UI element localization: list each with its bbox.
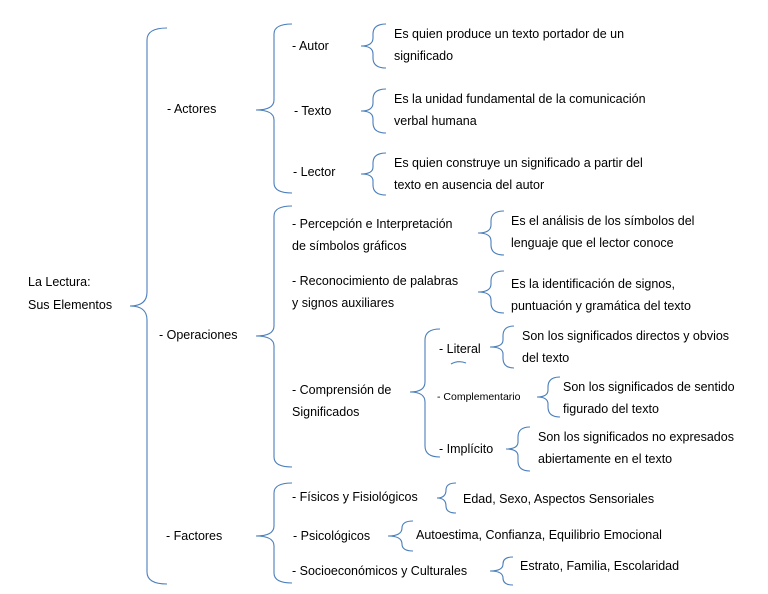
autor-desc-line1: Es quien produce un texto portador de un	[394, 27, 625, 41]
reconocimiento-desc-line1: Es la identificación de signos,	[511, 277, 675, 291]
brace-fisicos	[437, 483, 456, 513]
implicito-label: - Implícito	[439, 442, 494, 456]
psicologicos-desc: Autoestima, Confianza, Equilibrio Emocional	[416, 528, 662, 542]
lector-desc-line2: texto en ausencia del autor	[394, 178, 545, 192]
brace-main	[130, 28, 167, 584]
literal-label: - Literal	[439, 342, 481, 356]
reconocimiento-label-line1: - Reconocimiento de palabras	[292, 274, 459, 288]
brace-psicologicos	[388, 521, 413, 551]
fisicos-label: - Físicos y Fisiológicos	[292, 490, 418, 504]
literal-desc-line2: del texto	[522, 351, 570, 365]
comprension-label-line1: - Comprensión de	[292, 383, 392, 397]
factores-label: - Factores	[166, 529, 223, 543]
reconocimiento-label-line2: y signos auxiliares	[292, 296, 395, 310]
brace-lector	[361, 153, 386, 195]
texto-desc-line2: verbal humana	[394, 114, 477, 128]
autor-label: - Autor	[292, 39, 329, 53]
implicito-desc-line1: Son los significados no expresados	[538, 430, 734, 444]
complementario-desc-line2: figurado del texto	[563, 402, 659, 416]
texto-desc-line1: Es la unidad fundamental de la comunicación	[394, 92, 646, 106]
percepcion-desc-line2: lenguaje que el lector conoce	[511, 236, 674, 250]
literal-tick	[451, 362, 466, 364]
brace-comprension	[410, 329, 440, 457]
texto-label: - Texto	[294, 104, 332, 118]
autor-desc-line2: significado	[394, 49, 454, 63]
brace-percepcion	[478, 211, 504, 255]
percepcion-desc-line1: Es el análisis de los símbolos del	[511, 214, 695, 228]
brace-implicito	[506, 427, 530, 471]
literal-desc-line1: Son los significados directos y obvios	[522, 329, 730, 343]
root-label-line2: Sus Elementos	[28, 298, 113, 312]
socio-desc: Estrato, Familia, Escolaridad	[520, 559, 680, 573]
reconocimiento-desc-line2: puntuación y gramática del texto	[511, 299, 691, 313]
brace-literal	[490, 326, 514, 368]
brace-reconocimiento	[478, 271, 504, 313]
complementario-desc-line1: Son los significados de sentido	[563, 380, 735, 394]
brace-factores	[256, 483, 292, 583]
brace-operaciones	[256, 206, 292, 467]
brace-complementario	[537, 377, 560, 417]
lector-label: - Lector	[293, 165, 336, 179]
percepcion-label-line1: - Percepción e Interpretación	[292, 217, 453, 231]
root-label-line1: La Lectura:	[28, 275, 91, 289]
brace-actores	[256, 24, 292, 193]
complementario-label: - Complementario	[437, 391, 521, 403]
lector-desc-line1: Es quien construye un significado a partir del	[394, 156, 643, 170]
brace-texto	[361, 89, 386, 133]
brace-socio	[490, 557, 513, 585]
psicologicos-label: - Psicológicos	[293, 529, 371, 543]
brace-autor	[361, 24, 386, 68]
fisicos-desc: Edad, Sexo, Aspectos Sensoriales	[463, 492, 655, 506]
comprension-label-line2: Significados	[292, 405, 360, 419]
operaciones-label: - Operaciones	[159, 328, 238, 342]
socio-label: - Socioeconómicos y Culturales	[292, 564, 468, 578]
actores-label: - Actores	[167, 102, 217, 116]
implicito-desc-line2: abiertamente en el texto	[538, 452, 673, 466]
percepcion-label-line2: de símbolos gráficos	[292, 239, 407, 253]
